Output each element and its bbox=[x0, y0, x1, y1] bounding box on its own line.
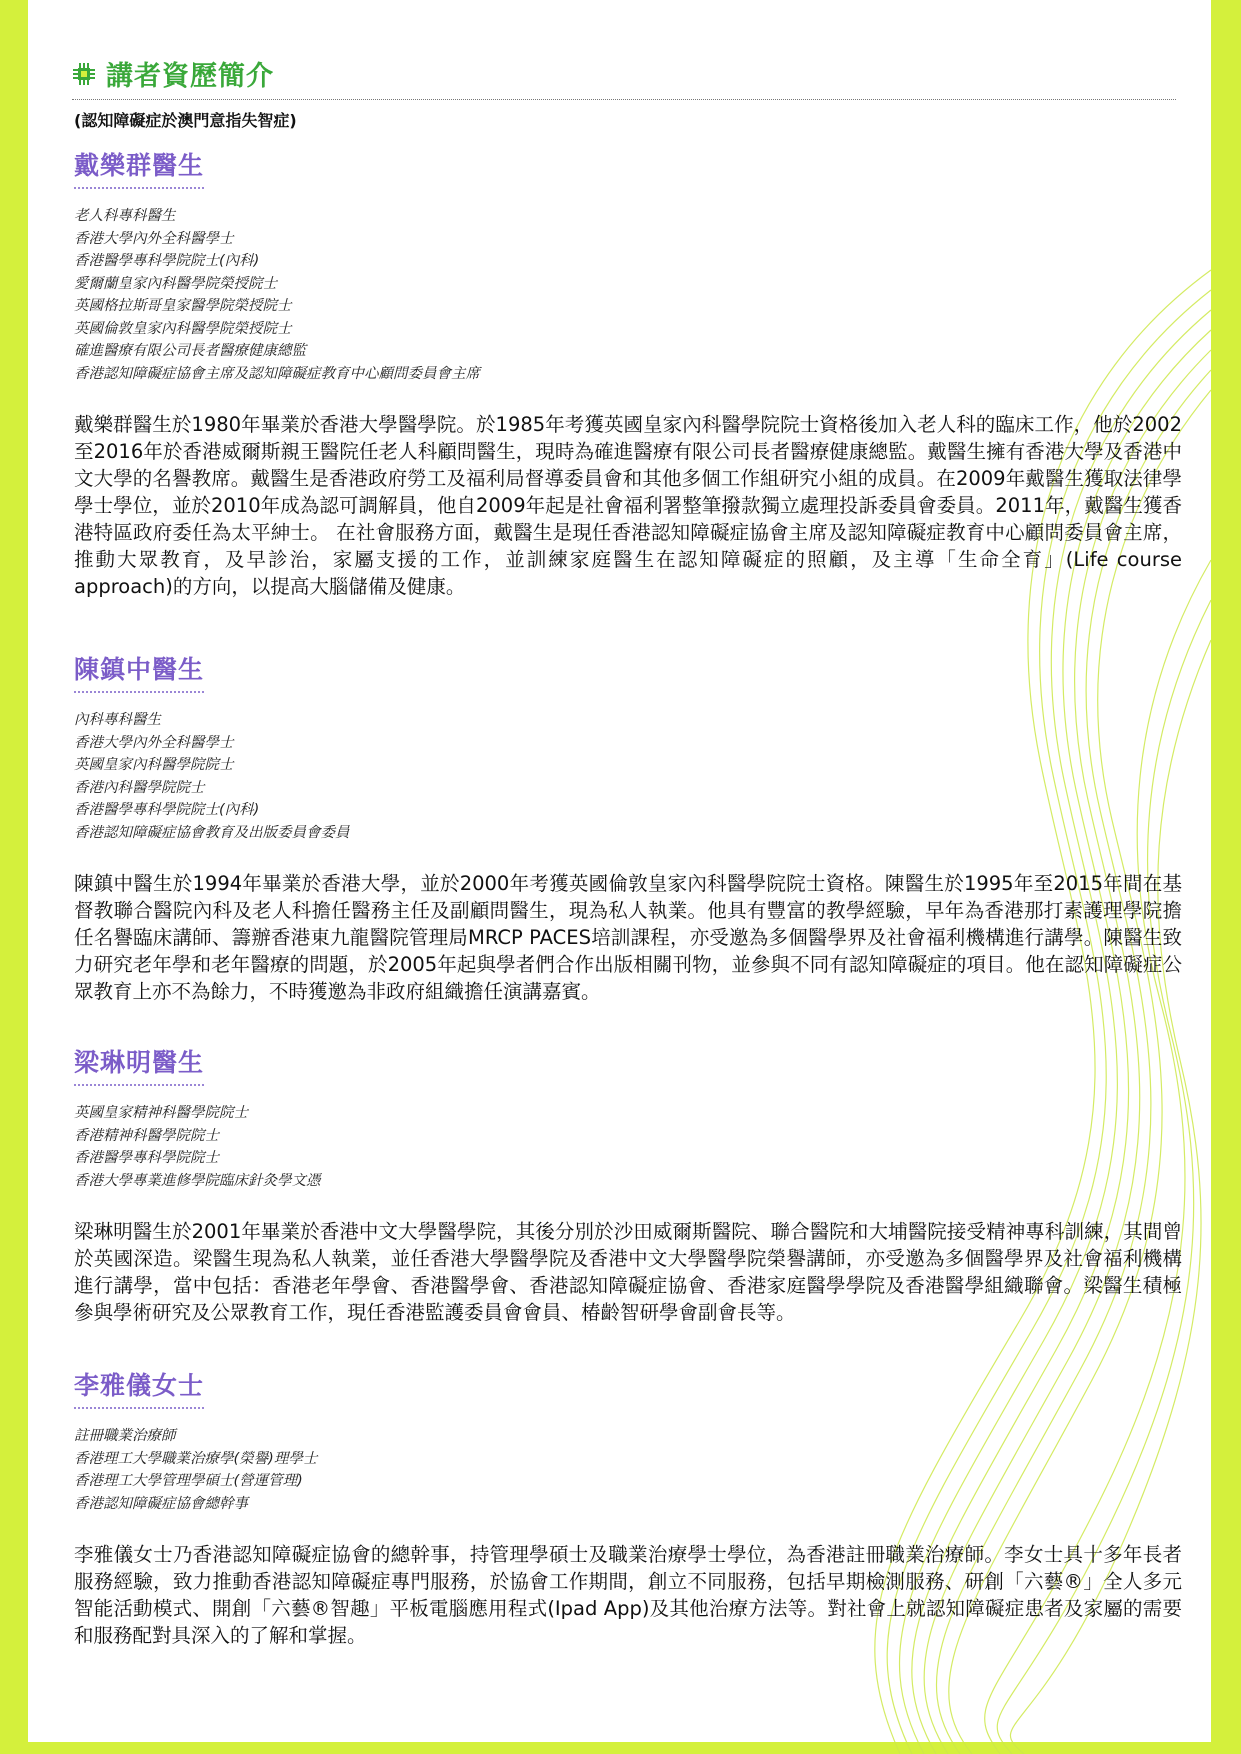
circuit-chip-icon bbox=[72, 62, 96, 86]
credential-item: 香港認知障礙症協會主席及認知障礙症教育中心顧問委員會主席 bbox=[74, 365, 480, 382]
speaker-bio: 戴樂群醫生於1980年畢業於香港大學醫學院。於1985年考獲英國皇家內科醫學院院士資格後加入老人科的臨床工作，他於2002至2016年於香港威爾斯親王醫院任老人科顧問醫生，現時為確進醫療有限公司長者醫療健康總監。戴醫生擁有香港大學及香港中文大學的名譽教席。戴醫生是香港政府勞工及福利局督導委員會和其他多個工作組研究小組的成員。在2009年戴醫生獲取法律學學士學位，並於2010年成為認可調解員，他自2009年起是社會福利署整筆撥款獨立處理投訴委員會委員。2011年，戴醫生獲香港特區政府委任為太平紳士。 在社會服務方面，戴醫生是現任香港認知障礙症協會主席及認知障礙症教育中心顧問委員會主席，推動大眾教育，及早診治，家屬支援的工作，並訓練家庭醫生在認知障礙症的照顧，及主導「生命全育」(Life course approach)的方向，以提高大腦儲備及健康。 bbox=[74, 413, 1182, 598]
credential-item: 香港醫學專科學院院士(內科) bbox=[74, 802, 260, 818]
speaker-bio: 梁琳明醫生於2001年畢業於香港中文大學醫學院，其後分別於沙田威爾斯醫院、聯合醫院和大埔醫院接受精神專科訓練，其間曾於英國深造。梁醫生現為私人執業，並任香港大學醫學院及香港中文大學醫學院榮譽講師，亦受邀為多個醫學界及社會福利機構進行講學，當中包括：香港老年學會、香港醫學會、香港認知障礙症協會、香港家庭醫學學院及香港醫學組織聯會。梁醫生積極參與學術研究及公眾教育工作，現任香港監護委員會會員、椿齡智研學會副會長等。 bbox=[74, 1220, 1182, 1324]
left-accent-bar bbox=[0, 0, 28, 1754]
speaker-name: 李雅儀女士 bbox=[74, 1366, 204, 1409]
speaker-bio: 陳鎮中醫生於1994年畢業於香港大學，並於2000年考獲英國倫敦皇家內科醫學院院士資格。陳醫生於1995年至2015年間在基督教聯合醫院內科及老人科擔任醫務主任及副顧問醫生，現為私人執業。他具有豐富的教學經驗，早年為香港那打素護理學院擔任名譽臨床講師、籌辦香港東九龍醫院管理局MRCP PACES培訓課程，亦受邀為多個醫學界及社會福利機構進行講學。陳醫生致力研究老年學和老年醫療的問題，於2005年起與學者們合作出版相關刊物，並參與不同有認知障礙症的項目。他在認知障礙症公眾教育上亦不為餘力，不時獲邀為非政府組織擔任演講嘉賓。 bbox=[74, 872, 1182, 1003]
speaker-section-4 bbox=[74, 1366, 1184, 1649]
page-header bbox=[72, 54, 1176, 131]
credential-item: 香港理工大學管理學碩士(營運管理) bbox=[74, 1473, 303, 1489]
credential-item: 香港精神科醫學院院士 bbox=[74, 1127, 219, 1144]
speaker-name: 陳鎮中醫生 bbox=[74, 650, 204, 693]
credential-item: 註冊職業治療師 bbox=[74, 1428, 176, 1444]
speaker-credentials bbox=[74, 205, 1184, 385]
credential-item: 香港大學內外全科醫學士 bbox=[74, 734, 234, 751]
credential-item: 愛爾蘭皇家內科醫學院榮授院士 bbox=[74, 275, 277, 292]
header-divider bbox=[72, 99, 1176, 100]
speaker-credentials bbox=[74, 1102, 1184, 1192]
credential-item: 確進醫療有限公司長者醫療健康總監 bbox=[74, 343, 306, 359]
page-subtitle: (認知障礙症於澳門意指失智症) bbox=[74, 111, 297, 130]
speaker-section-3 bbox=[74, 1043, 1184, 1326]
credential-item: 香港大學專業進修學院臨床針灸學文憑 bbox=[74, 1172, 321, 1189]
credential-item: 香港醫學專科學院院士 bbox=[74, 1150, 219, 1166]
credential-item: 英國格拉斯哥皇家醫學院榮授院士 bbox=[74, 298, 292, 314]
credential-item: 香港認知障礙症協會教育及出版委員會委員 bbox=[74, 824, 350, 841]
speaker-bio: 李雅儀女士乃香港認知障礙症協會的總幹事，持管理學碩士及職業治療學士學位，為香港註冊職業治療師。李女士具十多年長者服務經驗，致力推動香港認知障礙症專門服務，於協會工作期間，創立不同服務，包括早期檢測服務、研創「六藝®」全人多元智能活動模式、開創「六藝®智趣」平板電腦應用程式(Ipad App)及其他治療方法等。對社會上就認知障礙症患者及家屬的需要和服務配對具深入的了解和掌握。 bbox=[74, 1543, 1182, 1647]
credential-item: 香港理工大學職業治療學(榮譽)理學士 bbox=[74, 1450, 318, 1467]
speaker-section-2 bbox=[74, 650, 1184, 1005]
credential-item: 內科專科醫生 bbox=[74, 712, 161, 728]
bottom-accent-bar bbox=[0, 1742, 1241, 1754]
credential-item: 英國皇家內科醫學院院士 bbox=[74, 757, 234, 773]
speaker-credentials bbox=[74, 709, 1184, 844]
credential-item: 香港大學內外全科醫學士 bbox=[74, 230, 234, 247]
speaker-name: 戴樂群醫生 bbox=[74, 146, 204, 189]
credential-item: 英國倫敦皇家內科醫學院榮授院士 bbox=[74, 320, 292, 337]
credential-item: 香港認知障礙症協會總幹事 bbox=[74, 1495, 248, 1512]
credential-item: 香港醫學專科學院院士(內科) bbox=[74, 253, 260, 269]
speaker-name: 梁琳明醫生 bbox=[74, 1043, 204, 1086]
right-accent-bar bbox=[1211, 0, 1241, 1754]
speaker-section-1 bbox=[74, 146, 1184, 600]
credential-item: 香港內科醫學院院士 bbox=[74, 779, 205, 796]
credential-item: 英國皇家精神科醫學院院士 bbox=[74, 1105, 248, 1121]
page-title: 講者資歷簡介 bbox=[106, 61, 274, 92]
credential-item: 老人科專科醫生 bbox=[74, 208, 176, 224]
speaker-credentials bbox=[74, 1425, 1184, 1515]
